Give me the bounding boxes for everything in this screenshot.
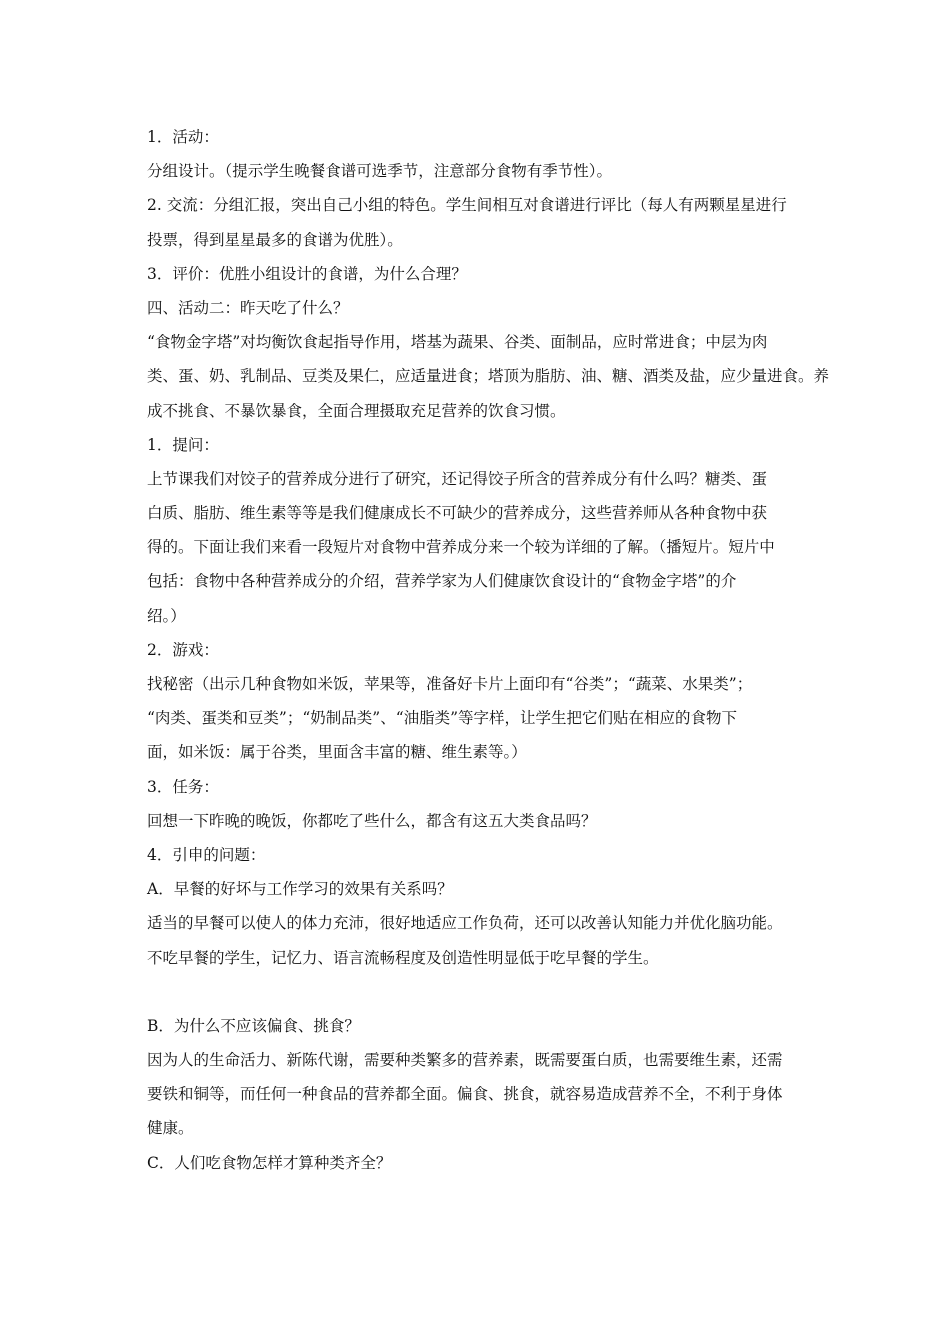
text-line: 包括：食物中各种营养成分的介绍，营养学家为人们健康饮食设计的“食物金字塔”的介	[147, 572, 737, 591]
blank-line	[147, 975, 819, 1009]
text-line: 白质、脂肪、维生素等等是我们健康成长不可缺少的营养成分，这些营养师从各种食物中获	[147, 504, 768, 523]
text-line: B．为什么不应该偏食、挑食？	[147, 1016, 360, 1035]
text-line: C．人们吃食物怎样才算种类齐全？	[147, 1153, 392, 1172]
document-body	[147, 120, 830, 1180]
text-line: 不吃早餐的学生，记忆力、语言流畅程度及创造性明显低于吃早餐的学生。	[147, 948, 659, 967]
text-line: 1．提问：	[147, 435, 219, 454]
text-line: 因为人的生命活力、新陈代谢，需要种类繁多的营养素，既需要蛋白质，也需要维生素，还需	[147, 1051, 783, 1070]
text-line: 成不挑食、不暴饮暴食，全面合理摄取充足营养的饮食习惯。	[147, 401, 566, 420]
text-line: 面，如米饭：属于谷类，里面含丰富的糖、维生素等。）	[147, 743, 527, 762]
text-line: 绍。）	[147, 606, 186, 625]
text-line: 要铁和铜等，而任何一种食品的营养都全面。偏食、挑食，就容易造成营养不全，不利于身体	[147, 1085, 783, 1104]
text-line: 适当的早餐可以使人的体力充沛，很好地适应工作负荷，还可以改善认知能力并优化脑功能。	[147, 914, 783, 933]
text-line: 类、蛋、奶、乳制品、豆类及果仁，应适量进食；塔顶为脂肪、油、糖、酒类及盐，应少量进食。养	[147, 367, 830, 386]
text-line: 找秘密（出示几种食物如米饭，苹果等，准备好卡片上面印有“谷类”；“蔬菜、水果类”；	[147, 675, 753, 693]
text-line: A．早餐的好坏与工作学习的效果有关系吗？	[147, 880, 453, 899]
section-heading: 四、活动二：昨天吃了什么？	[147, 298, 349, 317]
text-line: 3．评价：优胜小组设计的食谱，为什么合理？	[147, 264, 467, 283]
text-line: 投票，得到星星最多的食谱为优胜）。	[147, 230, 403, 249]
text-line: 健康。	[147, 1119, 194, 1138]
text-line: 分组设计。（提示学生晚餐食谱可选季节，注意部分食物有季节性）。	[147, 162, 613, 181]
text-line: 4．引申的问题：	[147, 845, 266, 864]
text-line: 回想一下昨晚的晚饭，你都吃了些什么，都含有这五大类食品吗？	[147, 811, 597, 830]
text-line: 3．任务：	[147, 777, 219, 796]
text-line: 2. 交流：分组汇报，突出自己小组的特色。学生间相互对食谱进行评比（每人有两颗星星进行	[147, 196, 787, 215]
text-line: 2．游戏：	[147, 640, 219, 659]
text-line: 得的。下面让我们来看一段短片对食物中营养成分来一个较为详细的了解。（播短片。短片中	[147, 538, 775, 557]
text-line: “食物金字塔”对均衡饮食起指导作用，塔基为蔬果、谷类、面制品，应时常进食；中层为肉	[147, 333, 768, 352]
text-line: “肉类、蛋类和豆类”；“奶制品类”、“油脂类”等字样，让学生把它们贴在相应的食物下	[147, 709, 738, 728]
text-line: 1．活动：	[147, 128, 219, 146]
text-line: 上节课我们对饺子的营养成分进行了研究，还记得饺子所含的营养成分有什么吗？糖类、蛋	[147, 469, 768, 488]
